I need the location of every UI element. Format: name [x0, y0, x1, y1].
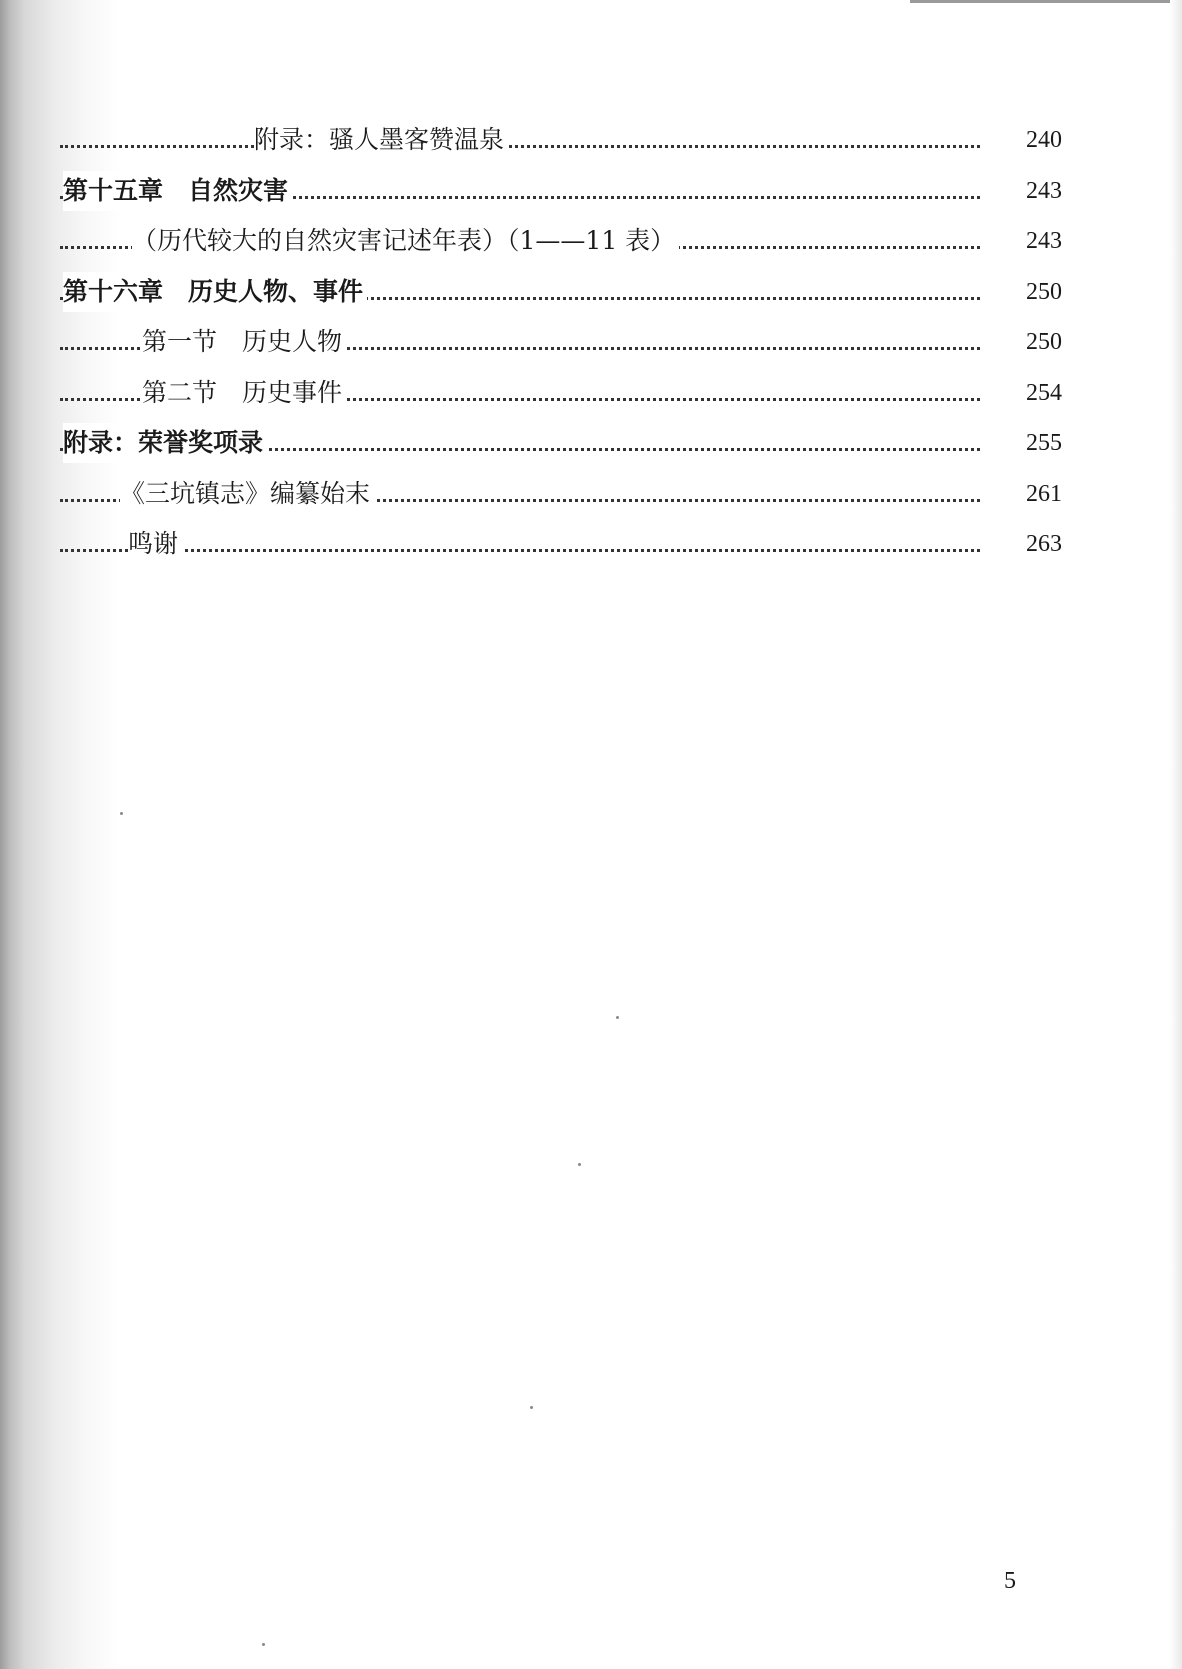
- toc-entry-page: 263: [1026, 531, 1062, 557]
- page-number: 5: [1004, 1568, 1016, 1594]
- scan-speck: [530, 1406, 533, 1409]
- toc-entry-title: 附录：骚人墨客赞温泉: [254, 120, 508, 160]
- toc-entry-page: 255: [1026, 430, 1062, 456]
- toc-entry-title: 《三坑镇志》编纂始末: [120, 474, 374, 514]
- toc-entry-page: 261: [1026, 481, 1062, 507]
- toc-entry[interactable]: [0, 474, 1182, 514]
- toc-entry-page: 243: [1026, 178, 1062, 204]
- toc-entry[interactable]: [0, 373, 1182, 413]
- scan-speck: [262, 1643, 265, 1646]
- toc-appendix-entry[interactable]: [0, 423, 1182, 463]
- toc-chapter-entry[interactable]: [0, 272, 1182, 312]
- toc-entry-title: 第二节 历史事件: [142, 373, 346, 413]
- toc-entry-page: 240: [1026, 127, 1062, 153]
- leader-dots: [60, 524, 980, 564]
- toc-entry-title: 第十五章 自然灾害: [63, 171, 292, 211]
- toc-entry[interactable]: [0, 120, 1182, 160]
- toc-entry-title: 第十六章 历史人物、事件: [63, 272, 367, 312]
- toc-entry-page: 254: [1026, 380, 1062, 406]
- leader-dots: [60, 120, 980, 160]
- toc-entry-title: 鸣谢: [128, 524, 182, 564]
- table-of-contents: [0, 0, 1182, 600]
- scan-speck: [120, 812, 123, 815]
- toc-entry-title: 第一节 历史人物: [142, 322, 346, 362]
- toc-entry-page: 250: [1026, 329, 1062, 355]
- toc-entry[interactable]: [0, 524, 1182, 564]
- toc-entry[interactable]: [0, 221, 1182, 261]
- toc-entry-page: 243: [1026, 228, 1062, 254]
- scan-speck: [616, 1016, 619, 1019]
- toc-entry-title: 附录：荣誉奖项录: [63, 423, 267, 463]
- toc-entry-title: （历代较大的自然灾害记述年表）（1——11 表）: [132, 221, 679, 261]
- toc-chapter-entry[interactable]: [0, 171, 1182, 211]
- scan-speck: [578, 1163, 581, 1166]
- toc-entry-page: 250: [1026, 279, 1062, 305]
- toc-entry[interactable]: [0, 322, 1182, 362]
